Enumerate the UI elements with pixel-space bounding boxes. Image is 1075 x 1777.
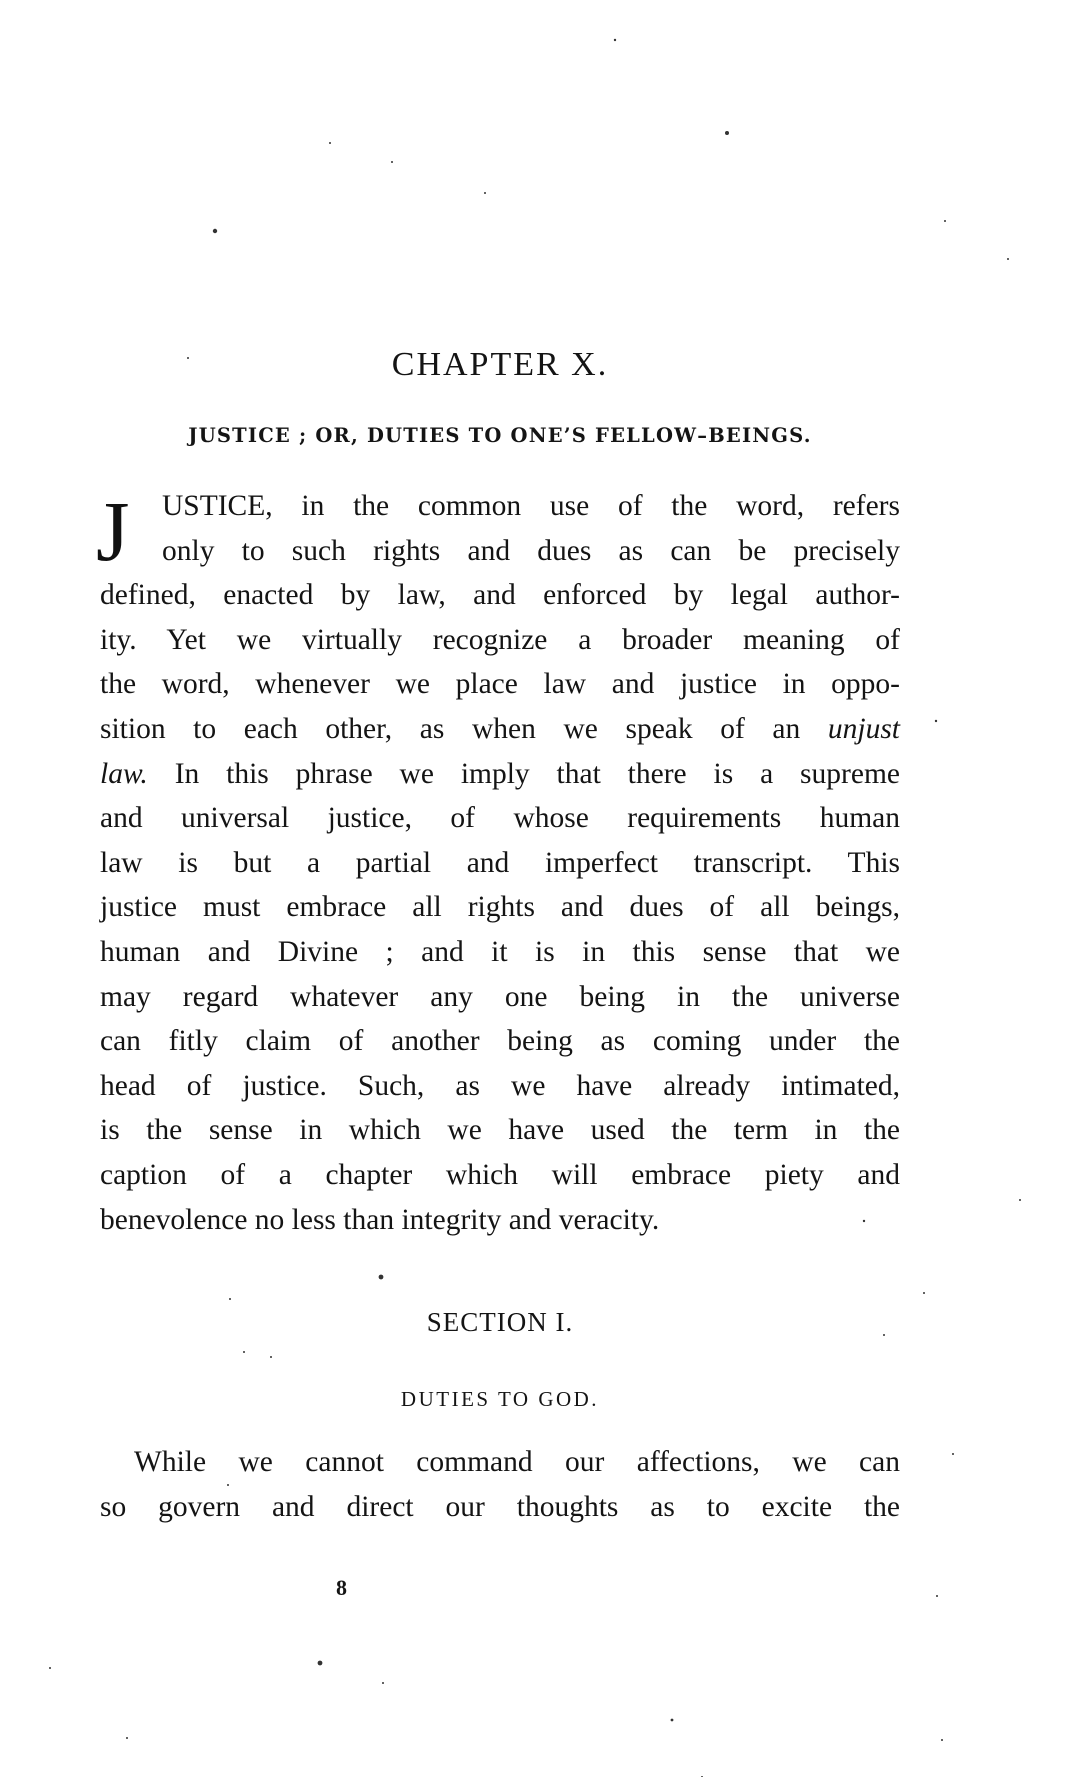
drop-cap: J	[96, 483, 130, 579]
text-line: caption of a chapter which will embrace piety and	[100, 1158, 900, 1191]
text-line: human and Divine ; and it is in this sense that we	[100, 935, 900, 968]
text-line: may regard whatever any one being in the universe	[100, 980, 900, 1013]
main-paragraph	[100, 484, 900, 1242]
section-paragraph	[100, 1440, 900, 1529]
text-line: the word, whenever we place law and justice in oppo-	[100, 668, 900, 701]
text-line	[100, 752, 900, 797]
text-line: ity. Yet we virtually recognize a broader meaning of	[100, 623, 900, 656]
text-line: defined, enacted by law, and enforced by legal author-	[100, 579, 900, 612]
chapter-subtitle: JUSTICE ; OR, DUTIES TO ONE’S FELLOW–BEINGS.	[188, 424, 812, 447]
text-line: so govern and direct our thoughts as to excite the	[100, 1490, 900, 1523]
chapter-title: CHAPTER X.	[391, 346, 609, 383]
italic-word: unjust	[827, 712, 900, 745]
page-number: 8	[336, 1575, 347, 1600]
text-line: USTICE, in the common use of the word, refers	[162, 490, 900, 522]
text-line: only to such rights and dues as can be precisely	[162, 534, 900, 567]
text-line: law is but a partial and imperfect transcript. This	[100, 846, 900, 879]
italic-word: law.	[100, 757, 148, 790]
text-line	[100, 707, 900, 752]
section-subtitle: DUTIES TO GOD.	[400, 1387, 600, 1411]
text-line: head of justice. Such, as we have already intimated,	[100, 1069, 900, 1102]
text-line: benevolence no less than integrity and veracity.	[100, 1203, 660, 1236]
text-fragment: sition to each other, as when we speak of an	[100, 712, 828, 745]
text-line: justice must embrace all rights and dues of all beings,	[100, 891, 900, 924]
text-fragment: In this phrase we imply that there is a supreme	[147, 757, 900, 790]
text-line: and universal justice, of whose requirements human	[100, 802, 900, 835]
text-line: is the sense in which we have used the term in the	[100, 1114, 900, 1147]
section-title: SECTION I.	[426, 1307, 574, 1337]
text-line: can fitly claim of another being as coming under the	[100, 1025, 900, 1058]
text-line: While we cannot command our affections, we can	[134, 1446, 900, 1478]
